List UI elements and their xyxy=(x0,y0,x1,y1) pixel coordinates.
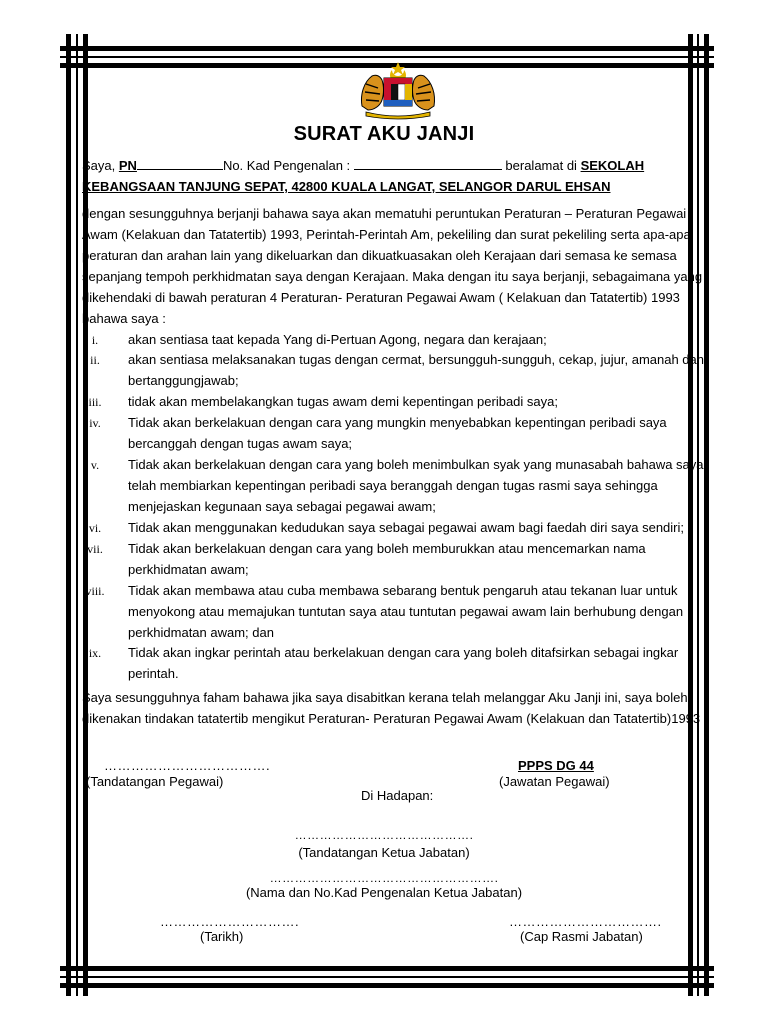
address-label: beralamat di xyxy=(505,158,577,173)
pledge-line: Tidak akan membawa atau cuba membawa sebarang bentuk pengaruh atau tekanan luar untuk xyxy=(128,583,678,598)
pledge-number: i. xyxy=(91,333,99,347)
date-line[interactable]: …………………………. xyxy=(160,914,300,929)
officer-signature-line[interactable]: ………………………………. xyxy=(104,758,271,773)
address-line-2: KEBANGSAAN TANJUNG SEPAT, 42800 KUALA LANGAT, SELANGOR DARUL EHSAN xyxy=(82,179,611,194)
intro-line: sepanjang tempoh perkhidmatan saya dengan Kerajaan. Maka dengan itu saya berjanji, sebagaimana yang xyxy=(82,268,703,284)
closing-line: Saya sesungguhnya faham bahawa jika saya disabitkan kerana telah melanggar Aku Janji ini, saya boleh xyxy=(82,690,688,705)
pledge-line: menyokong atau memajukan tuntutan saya atau tuntutan pegawai awam lain berhubung dengan xyxy=(128,603,684,619)
closing-line: dikenakan tindakan tatatertib mengikut Peraturan- Peraturan Pegawai Awam (Kelakuan dan Tatatertib)1993 xyxy=(82,710,701,726)
pledge-number: ii. xyxy=(90,353,100,367)
pledge-line: akan sentiasa melaksanakan tugas dengan cermat, bersungguh-sungguh, cekap, jujur, amanah dan xyxy=(128,352,704,367)
intro-line: peraturan dan arahan lain yang dikeluarkan dan dikuatkuasakan oleh Kerajaan dari semasa ke semasa xyxy=(82,247,677,263)
address-line-1: SEKOLAH xyxy=(580,158,645,173)
pledge-number: vi. xyxy=(88,521,102,535)
pledge-line: bertanggungjawab; xyxy=(128,372,239,388)
pledge-line: perkhidmatan awam; xyxy=(128,561,249,577)
officer-position-value: PPPS DG 44 xyxy=(518,758,594,773)
name-blank[interactable] xyxy=(137,157,223,170)
intro-line: bahawa saya : xyxy=(82,310,166,326)
pledge-line: perintah. xyxy=(128,665,179,681)
officer-position-label: (Jawatan Pegawai) xyxy=(499,774,610,789)
pledge-number: v. xyxy=(90,458,100,472)
document-title: SURAT AKU JANJI xyxy=(293,123,475,145)
pledge-number: vii. xyxy=(87,542,103,556)
date-label: (Tarikh) xyxy=(200,929,244,944)
pledge-line: menjejaskan kegunaan saya sebagai pegawai awam; xyxy=(128,498,436,514)
pledge-line: bercanggah dengan tugas awam saya; xyxy=(128,435,353,451)
officer-signature-label: (Tandatangan Pegawai) xyxy=(86,774,224,789)
stamp-label: (Cap Rasmi Jabatan) xyxy=(520,929,643,944)
pledge-line: Tidak akan berkelakuan dengan cara yang boleh memburukkan atau mencemarkan nama xyxy=(128,541,646,556)
intro-paragraph xyxy=(82,204,712,329)
pledge-line: telah membiarkan kepentingan peribadi saya beranggah dengan tugas rasmi saya sehingga xyxy=(128,477,658,493)
pledge-number: iv. xyxy=(89,416,101,430)
ic-label: No. Kad Pengenalan : xyxy=(222,158,351,173)
head-signature-line[interactable]: ……………………………………. xyxy=(294,828,474,842)
stamp-line[interactable]: ……………………………. xyxy=(509,914,662,929)
intro-line: Awam (Kelakuan dan Tatatertib) 1993, Perintah-Perintah Am, pekeliling dan surat pekeliling serta apa-apa xyxy=(82,226,691,242)
head-name-line[interactable]: ………………………………………………. xyxy=(269,871,499,885)
header-line-1 xyxy=(82,156,644,177)
coat-of-arms-emblem xyxy=(356,60,440,120)
pledge-line: Tidak akan menggunakan kedudukan saya sebagai pegawai awam bagi faedah diri saya sendiri; xyxy=(128,520,684,535)
pledge-line: tidak akan membelakangkan tugas awam demi kepentingan peribadi saya; xyxy=(128,394,558,409)
head-signature-label: (Tandatangan Ketua Jabatan) xyxy=(298,845,470,860)
name-field[interactable]: PN xyxy=(118,158,137,173)
intro-line: dikehendaki di bawah peraturan 4 Peraturan- Peraturan Pegawai Awam ( Kelakuan dan Tatatertib) 1993 xyxy=(82,289,680,305)
before-label: Di Hadapan: xyxy=(361,788,434,803)
pledge-number: iii. xyxy=(88,395,102,409)
saya-label: Saya, xyxy=(82,158,116,173)
ic-number-field[interactable] xyxy=(354,157,502,170)
intro-line: dengan sesungguhnya berjanji bahawa saya akan mematuhi peruntukan Peraturan – Peraturan Pegawai xyxy=(82,206,687,221)
head-name-label: (Nama dan No.Kad Pengenalan Ketua Jabatan) xyxy=(245,885,523,900)
pledge-line: Tidak akan berkelakuan dengan cara yang mungkin menyebabkan kepentingan peribadi saya xyxy=(128,415,667,430)
pledge-number: viii. xyxy=(85,584,105,598)
pledge-line: Tidak akan ingkar perintah atau berkelakuan dengan cara yang boleh ditafsirkan sebagai ingkar xyxy=(128,645,679,660)
pledge-line: akan sentiasa taat kepada Yang di-Pertuan Agong, negara dan kerajaan; xyxy=(128,332,547,347)
pledge-line: perkhidmatan awam; dan xyxy=(128,624,274,640)
closing-paragraph xyxy=(82,688,712,730)
pledge-line: Tidak akan berkelakuan dengan cara yang boleh menimbulkan syak yang munasabah bahawa saya xyxy=(128,457,704,472)
pledge-number: ix. xyxy=(88,646,102,660)
